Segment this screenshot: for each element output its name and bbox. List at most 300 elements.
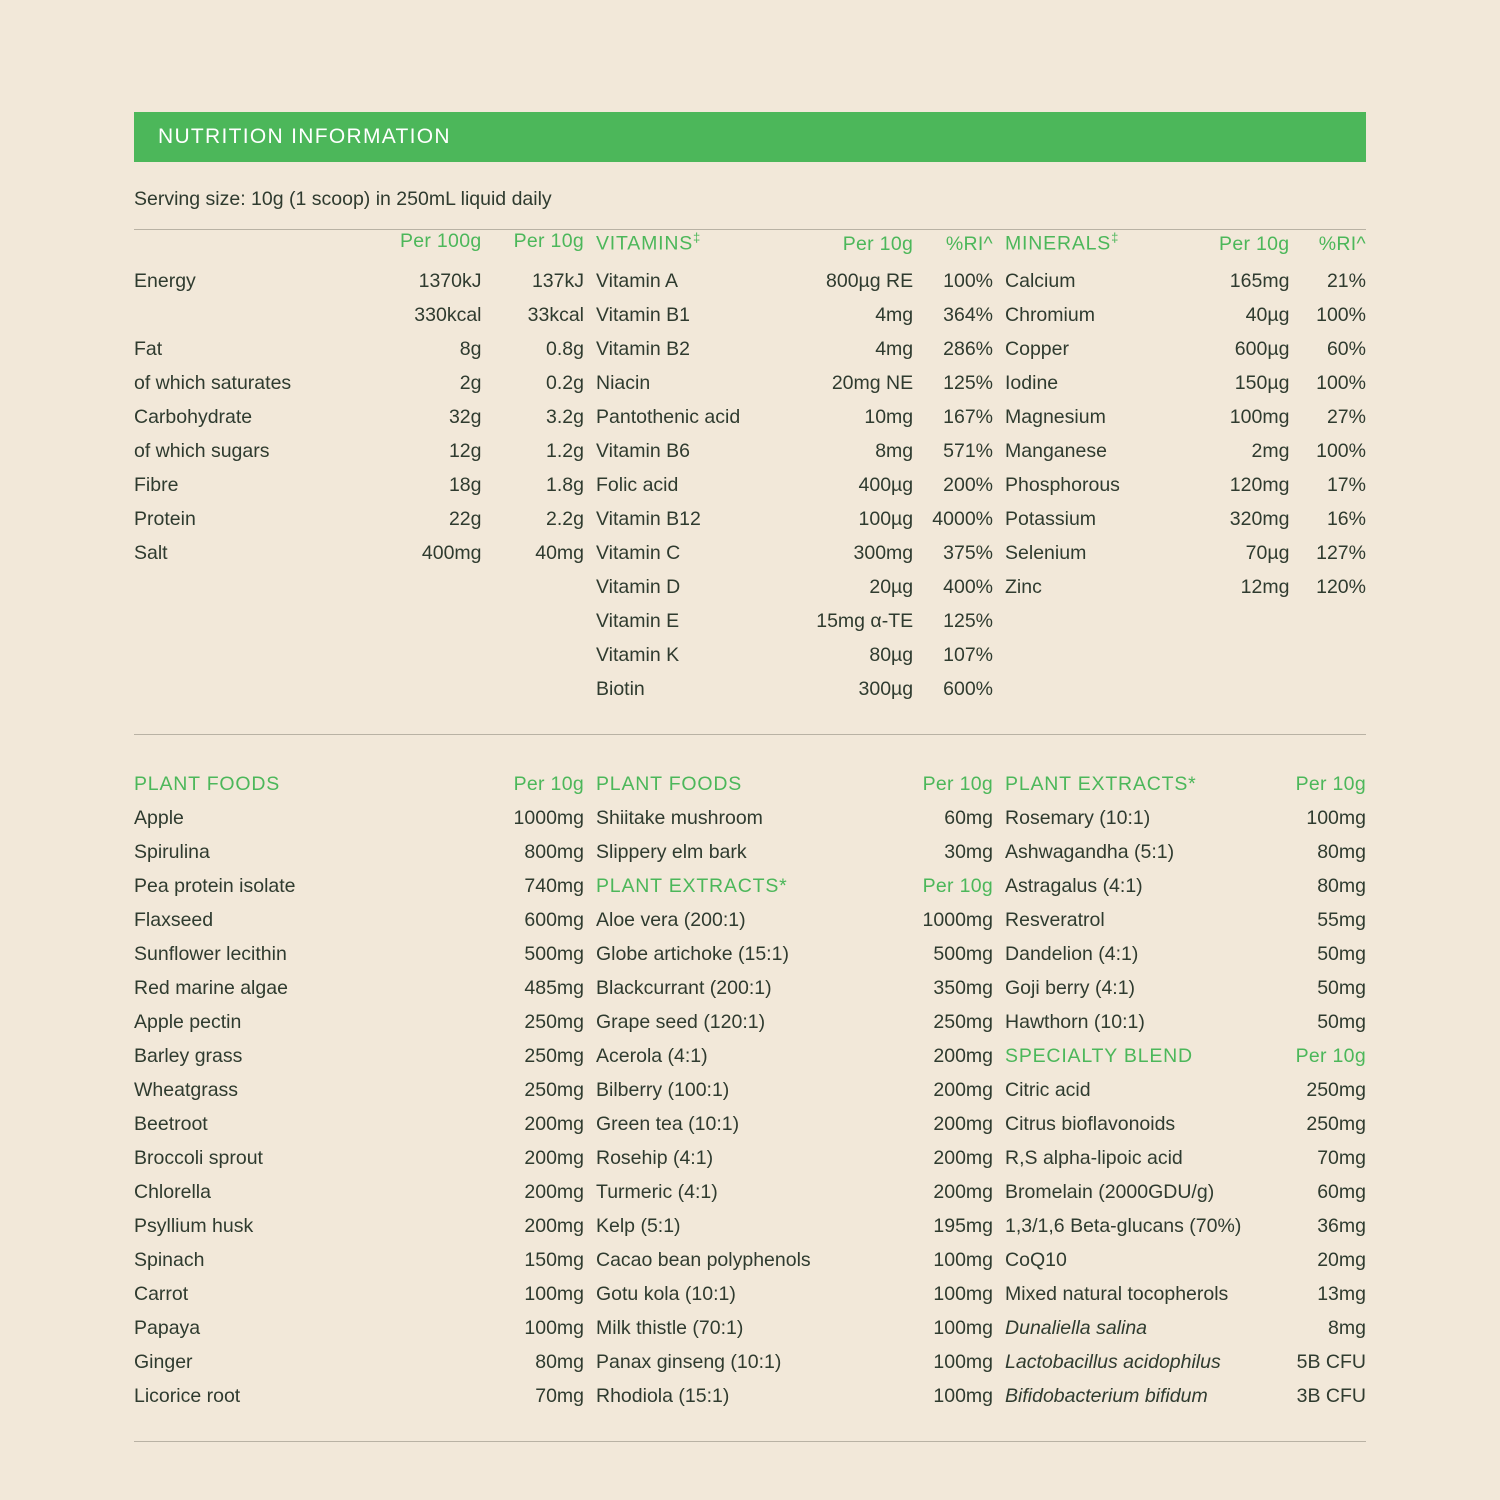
vitamins-column	[596, 230, 1005, 712]
row-label: Spirulina	[134, 841, 210, 863]
table-row	[1005, 1113, 1366, 1147]
row-value-amount: 150mg	[524, 1249, 584, 1271]
row-label: Energy	[134, 270, 196, 292]
table-row	[596, 807, 993, 841]
table-row	[1005, 1215, 1366, 1249]
row-value-amount: 8mg	[1328, 1317, 1366, 1339]
table-row	[596, 1249, 993, 1283]
table-row	[596, 610, 993, 644]
row-value-amount: 400µg	[858, 474, 914, 496]
row-value-amount: 50mg	[1317, 943, 1366, 965]
table-row	[596, 508, 993, 542]
row-value-ri: 364%	[943, 304, 994, 326]
column-header-per10g: Per 10g	[1295, 773, 1366, 795]
table-row	[1005, 440, 1366, 474]
row-value-amount: 100mg	[524, 1317, 584, 1339]
table-row	[1005, 304, 1366, 338]
table-row	[134, 977, 584, 1011]
row-label: of which sugars	[134, 440, 270, 462]
table-row	[596, 406, 993, 440]
row-value-amount: 600µg	[1234, 338, 1290, 360]
row-value-per10g: 2.2g	[546, 508, 584, 530]
row-value-amount: 195mg	[933, 1215, 994, 1237]
row-label: Broccoli sprout	[134, 1147, 263, 1169]
table-row	[596, 1283, 993, 1317]
row-value-amount: 300µg	[858, 678, 914, 700]
table-row	[1005, 1351, 1366, 1385]
table-row	[596, 1113, 993, 1147]
row-value-amount: 100mg	[933, 1351, 994, 1373]
row-value-ri: 571%	[943, 440, 994, 462]
table-row	[134, 807, 584, 841]
table-row	[596, 1079, 993, 1113]
row-value-per100g: 8g	[459, 338, 482, 360]
table-row	[596, 338, 993, 372]
table-header-row	[1005, 230, 1366, 270]
panel-header	[134, 112, 1366, 162]
row-value-amount: 10mg	[864, 406, 914, 428]
row-label: Milk thistle (70:1)	[596, 1317, 744, 1339]
row-value-amount: 2mg	[1251, 440, 1290, 462]
row-label: Ginger	[134, 1351, 193, 1373]
row-label: Rosehip (4:1)	[596, 1147, 714, 1169]
row-label: Panax ginseng (10:1)	[596, 1351, 782, 1373]
table-row	[596, 372, 993, 406]
row-label: Chlorella	[134, 1181, 211, 1203]
row-label: Kelp (5:1)	[596, 1215, 681, 1237]
row-label: Bifidobacterium bifidum	[1005, 1385, 1208, 1407]
row-value-amount: 100mg	[933, 1385, 994, 1407]
row-value-amount: 800mg	[524, 841, 584, 863]
row-label: Niacin	[596, 372, 651, 394]
section-header-row	[134, 773, 584, 807]
row-label: Chromium	[1005, 304, 1095, 326]
row-value-amount: 70mg	[535, 1385, 584, 1407]
row-value-amount: 500mg	[933, 943, 994, 965]
row-value-amount: 80mg	[1317, 875, 1366, 897]
row-value-amount: 60mg	[1317, 1181, 1366, 1203]
row-label: Calcium	[1005, 270, 1076, 292]
row-label: Citric acid	[1005, 1079, 1091, 1101]
row-label: 1,3/1,6 Beta-glucans (70%)	[1005, 1215, 1242, 1237]
row-value-per100g: 1370kJ	[418, 270, 482, 292]
row-label: Spinach	[134, 1249, 205, 1271]
column-header-per10g: Per 10g	[922, 875, 994, 897]
row-label: Vitamin B2	[596, 338, 690, 360]
row-value-ri: 127%	[1316, 542, 1366, 564]
row-label: Resveratrol	[1005, 909, 1105, 931]
table-row	[1005, 1079, 1366, 1113]
section-title: VITAMINS‡	[596, 230, 702, 255]
table-row	[1005, 338, 1366, 372]
row-value-amount: 600mg	[524, 909, 584, 931]
vitamins-table	[596, 230, 993, 712]
column-header-per10g: Per 10g	[513, 230, 584, 252]
plant-foods-table-2	[596, 773, 993, 1419]
dagger-marker: ‡	[1111, 230, 1120, 245]
row-label: Beetroot	[134, 1113, 208, 1135]
row-value-amount: 100mg	[524, 1283, 584, 1305]
row-label: Barley grass	[134, 1045, 243, 1067]
row-label: Slippery elm bark	[596, 841, 747, 863]
row-label: Zinc	[1005, 576, 1042, 598]
table-row	[1005, 542, 1366, 576]
section-title: PLANT FOODS	[134, 773, 281, 795]
table-row	[596, 1147, 993, 1181]
row-value-per10g: 1.2g	[546, 440, 584, 462]
row-value-amount: 70mg	[1317, 1147, 1366, 1169]
row-value-amount: 165mg	[1229, 270, 1290, 292]
row-value-amount: 120mg	[1229, 474, 1290, 496]
row-value-amount: 1000mg	[513, 807, 584, 829]
row-value-amount: 12mg	[1240, 576, 1290, 598]
minerals-table	[1005, 230, 1366, 610]
row-value-amount: 55mg	[1317, 909, 1366, 931]
table-row	[134, 1317, 584, 1351]
minerals-column	[1005, 230, 1366, 712]
column-header-ri: %RI^	[945, 232, 994, 255]
column-header-per10g: Per 10g	[842, 232, 914, 255]
row-label: Papaya	[134, 1317, 201, 1339]
row-value-amount: 250mg	[1306, 1113, 1366, 1135]
row-value-amount: 100mg	[933, 1249, 994, 1271]
row-label: Fat	[134, 338, 163, 360]
column-header-ri: %RI^	[1318, 232, 1366, 255]
row-value-ri: 600%	[943, 678, 994, 700]
row-value-ri: 17%	[1326, 474, 1366, 496]
row-label: Sunflower lecithin	[134, 943, 287, 965]
row-value-ri: 27%	[1326, 406, 1366, 428]
page-title: NUTRITION INFORMATION	[158, 125, 451, 148]
row-value-ri: 167%	[943, 406, 994, 428]
row-value-amount: 50mg	[1317, 977, 1366, 999]
divider-middle	[134, 734, 1366, 735]
row-value-amount: 36mg	[1317, 1215, 1366, 1237]
section-title: SPECIALTY BLEND	[1005, 1045, 1193, 1067]
row-value-per100g: 330kcal	[414, 304, 482, 326]
row-value-amount: 200mg	[524, 1181, 584, 1203]
row-value-ri: 375%	[943, 542, 994, 564]
section-header-row	[596, 773, 993, 807]
row-value-amount: 4mg	[875, 338, 914, 360]
table-row	[1005, 576, 1366, 610]
row-label: Turmeric (4:1)	[596, 1181, 718, 1203]
row-value-ri: 21%	[1326, 270, 1366, 292]
table-row	[134, 1147, 584, 1181]
table-row	[134, 474, 584, 508]
column-header-per10g: Per 10g	[922, 773, 994, 795]
row-value-amount: 150µg	[1234, 372, 1290, 394]
section-title: PLANT FOODS	[596, 773, 743, 795]
table-row	[596, 270, 993, 304]
row-value-amount: 4mg	[875, 304, 914, 326]
row-value-ri: 125%	[943, 610, 994, 632]
section-header-row	[1005, 773, 1366, 807]
plant-foods-column-2	[596, 773, 1005, 1419]
ingredient-tables	[134, 773, 1366, 1419]
table-row	[134, 1181, 584, 1215]
table-row	[596, 943, 993, 977]
row-label: Biotin	[596, 678, 645, 700]
column-header-per10g: Per 10g	[513, 773, 584, 795]
row-value-amount: 320mg	[1229, 508, 1290, 530]
row-label: Cacao bean polyphenols	[596, 1249, 811, 1271]
table-row	[1005, 1283, 1366, 1317]
row-label: CoQ10	[1005, 1249, 1067, 1271]
row-label: Iodine	[1005, 372, 1059, 394]
row-value-amount: 30mg	[944, 841, 994, 863]
row-value-amount: 40µg	[1245, 304, 1290, 326]
table-row	[596, 1181, 993, 1215]
row-value-per10g: 33kcal	[527, 304, 584, 326]
row-label: Globe artichoke (15:1)	[596, 943, 789, 965]
row-label: Selenium	[1005, 542, 1087, 564]
row-value-ri: 107%	[943, 644, 994, 666]
row-value-amount: 100mg	[1229, 406, 1290, 428]
row-value-per10g: 0.8g	[546, 338, 584, 360]
row-value-amount: 250mg	[1306, 1079, 1366, 1101]
row-value-ri: 100%	[1316, 440, 1366, 462]
table-row	[596, 909, 993, 943]
table-row	[1005, 1249, 1366, 1283]
column-header-blank	[134, 230, 363, 270]
table-row	[596, 1045, 993, 1079]
row-value-amount: 20mg	[1317, 1249, 1366, 1271]
row-label: Ashwagandha (5:1)	[1005, 841, 1175, 863]
row-label: Red marine algae	[134, 977, 288, 999]
row-label: Vitamin B6	[596, 440, 690, 462]
table-row	[1005, 807, 1366, 841]
row-value-ri: 125%	[943, 372, 994, 394]
row-value-amount: 100mg	[1306, 807, 1366, 829]
row-value-ri: 120%	[1316, 576, 1366, 598]
row-label: of which saturates	[134, 372, 292, 394]
row-value-amount: 250mg	[933, 1011, 994, 1033]
row-value-amount: 250mg	[524, 1011, 584, 1033]
row-value-per10g: 1.8g	[546, 474, 584, 496]
table-row	[1005, 372, 1366, 406]
row-label: Acerola (4:1)	[596, 1045, 708, 1067]
column-header-per10g: Per 10g	[1295, 1045, 1366, 1067]
row-value-amount: 20mg NE	[831, 372, 914, 394]
row-value-ri: 200%	[943, 474, 994, 496]
row-value-amount: 70µg	[1245, 542, 1290, 564]
row-label: Vitamin B1	[596, 304, 690, 326]
row-value-amount: 5B CFU	[1296, 1351, 1366, 1373]
row-value-amount: 100mg	[933, 1283, 994, 1305]
row-value-amount: 500mg	[524, 943, 584, 965]
row-label: Pea protein isolate	[134, 875, 296, 897]
row-label: Flaxseed	[134, 909, 214, 931]
table-row	[134, 1011, 584, 1045]
row-label: Apple pectin	[134, 1011, 242, 1033]
row-label: Licorice root	[134, 1385, 241, 1407]
row-label: R,S alpha-lipoic acid	[1005, 1147, 1183, 1169]
row-label: Fibre	[134, 474, 179, 496]
table-row	[134, 1045, 584, 1079]
table-row	[1005, 474, 1366, 508]
row-value-ri: 100%	[1316, 304, 1366, 326]
row-label: Vitamin C	[596, 542, 681, 564]
row-value-amount: 50mg	[1317, 1011, 1366, 1033]
row-value-amount: 250mg	[524, 1079, 584, 1101]
table-row	[134, 440, 584, 474]
row-value-amount: 100mg	[933, 1317, 994, 1339]
table-row	[134, 406, 584, 440]
row-label: Vitamin A	[596, 270, 679, 292]
table-row	[596, 841, 993, 875]
row-label: Vitamin E	[596, 610, 680, 632]
row-value-amount: 200mg	[933, 1045, 994, 1067]
row-label: Astragalus (4:1)	[1005, 875, 1143, 897]
plant-extracts-column	[1005, 773, 1366, 1419]
row-label: Grape seed (120:1)	[596, 1011, 766, 1033]
table-row	[134, 943, 584, 977]
table-row	[1005, 1147, 1366, 1181]
row-label: Protein	[134, 508, 196, 530]
row-value-amount: 485mg	[524, 977, 584, 999]
row-value-per10g: 3.2g	[546, 406, 584, 428]
row-label: Aloe vera (200:1)	[596, 909, 746, 931]
table-row	[596, 576, 993, 610]
row-value-per100g: 400mg	[421, 542, 482, 564]
section-header-row	[596, 875, 993, 909]
table-row	[1005, 875, 1366, 909]
table-row	[134, 270, 584, 304]
row-label: Apple	[134, 807, 184, 829]
row-label: Salt	[134, 542, 168, 564]
row-label: Gotu kola (10:1)	[596, 1283, 736, 1305]
table-row	[134, 909, 584, 943]
section-header-row	[1005, 1045, 1366, 1079]
table-row	[134, 1385, 584, 1419]
row-label: Citrus bioflavonoids	[1005, 1113, 1176, 1135]
row-label: Bilberry (100:1)	[596, 1079, 730, 1101]
table-row	[1005, 406, 1366, 440]
table-row	[596, 678, 993, 712]
row-value-ri: 286%	[943, 338, 994, 360]
table-row	[596, 1215, 993, 1249]
table-row	[596, 542, 993, 576]
row-label: Vitamin B12	[596, 508, 701, 530]
plant-foods-column-1	[134, 773, 596, 1419]
table-row	[134, 542, 584, 576]
row-label: Folic acid	[596, 474, 679, 496]
section-title: PLANT EXTRACTS*	[596, 875, 788, 897]
row-label: Bromelain (2000GDU/g)	[1005, 1181, 1215, 1203]
row-value-per100g: 32g	[448, 406, 482, 428]
table-row	[1005, 943, 1366, 977]
row-value-ri: 16%	[1326, 508, 1366, 530]
table-row	[134, 508, 584, 542]
plant-extracts-table	[1005, 773, 1366, 1419]
table-row	[1005, 909, 1366, 943]
table-row	[1005, 270, 1366, 304]
row-value-amount: 20µg	[869, 576, 914, 598]
row-value-per10g: 40mg	[535, 542, 584, 564]
row-label: Green tea (10:1)	[596, 1113, 740, 1135]
row-label: Carrot	[134, 1283, 189, 1305]
row-value-amount: 200mg	[524, 1147, 584, 1169]
row-value-ri: 400%	[943, 576, 994, 598]
row-value-amount: 800µg RE	[826, 270, 914, 292]
column-header-per10g: Per 10g	[1219, 232, 1290, 255]
table-row	[1005, 508, 1366, 542]
column-header-per100g: Per 100g	[399, 230, 482, 252]
row-value-per100g: 2g	[459, 372, 482, 394]
row-label: Potassium	[1005, 508, 1097, 530]
row-label: Hawthorn (10:1)	[1005, 1011, 1145, 1033]
table-row	[596, 304, 993, 338]
table-row	[134, 372, 584, 406]
row-value-amount: 8mg	[875, 440, 914, 462]
row-label: Shiitake mushroom	[596, 807, 763, 829]
main-tables	[134, 230, 1366, 712]
row-value-per100g: 22g	[448, 508, 482, 530]
row-value-ri: 4000%	[932, 508, 994, 530]
table-header-row	[134, 230, 584, 270]
section-title: MINERALS‡	[1005, 230, 1120, 255]
table-row	[134, 1079, 584, 1113]
row-label: Carbohydrate	[134, 406, 253, 428]
table-header-row	[596, 230, 993, 270]
row-label: Goji berry (4:1)	[1005, 977, 1136, 999]
row-label: Dandelion (4:1)	[1005, 943, 1139, 965]
table-row	[1005, 1385, 1366, 1419]
table-row	[596, 1011, 993, 1045]
row-label: Mixed natural tocopherols	[1005, 1283, 1229, 1305]
row-value-amount: 80µg	[869, 644, 914, 666]
row-value-per10g: 0.2g	[546, 372, 584, 394]
row-value-per10g: 137kJ	[531, 270, 584, 292]
row-value-amount: 100µg	[858, 508, 914, 530]
row-label: Dunaliella salina	[1005, 1317, 1148, 1339]
row-value-amount: 200mg	[933, 1181, 994, 1203]
nutrition-table	[134, 230, 584, 576]
table-row	[134, 841, 584, 875]
row-value-amount: 15mg α-TE	[816, 610, 914, 632]
row-label: Magnesium	[1005, 406, 1106, 428]
row-label: Psyllium husk	[134, 1215, 254, 1237]
row-value-amount: 80mg	[1317, 841, 1366, 863]
row-label: Phosphorous	[1005, 474, 1120, 496]
table-row	[134, 1283, 584, 1317]
plant-foods-table-1	[134, 773, 584, 1419]
table-row	[134, 875, 584, 909]
row-value-amount: 200mg	[933, 1079, 994, 1101]
row-value-amount: 740mg	[524, 875, 584, 897]
row-value-amount: 300mg	[853, 542, 914, 564]
row-label: Lactobacillus acidophilus	[1005, 1351, 1221, 1373]
table-row	[134, 338, 584, 372]
row-label: Copper	[1005, 338, 1069, 360]
row-label: Vitamin K	[596, 644, 680, 666]
nutrition-column	[134, 230, 596, 712]
table-row	[134, 1249, 584, 1283]
row-value-amount: 200mg	[524, 1113, 584, 1135]
row-value-ri: 100%	[1316, 372, 1366, 394]
table-row	[1005, 1317, 1366, 1351]
row-value-amount: 60mg	[944, 807, 994, 829]
table-row	[596, 440, 993, 474]
row-label	[134, 304, 363, 338]
table-row	[596, 1317, 993, 1351]
row-value-amount: 13mg	[1317, 1283, 1366, 1305]
table-row	[134, 1113, 584, 1147]
table-row	[596, 1351, 993, 1385]
row-value-amount: 3B CFU	[1296, 1385, 1366, 1407]
row-value-amount: 250mg	[524, 1045, 584, 1067]
